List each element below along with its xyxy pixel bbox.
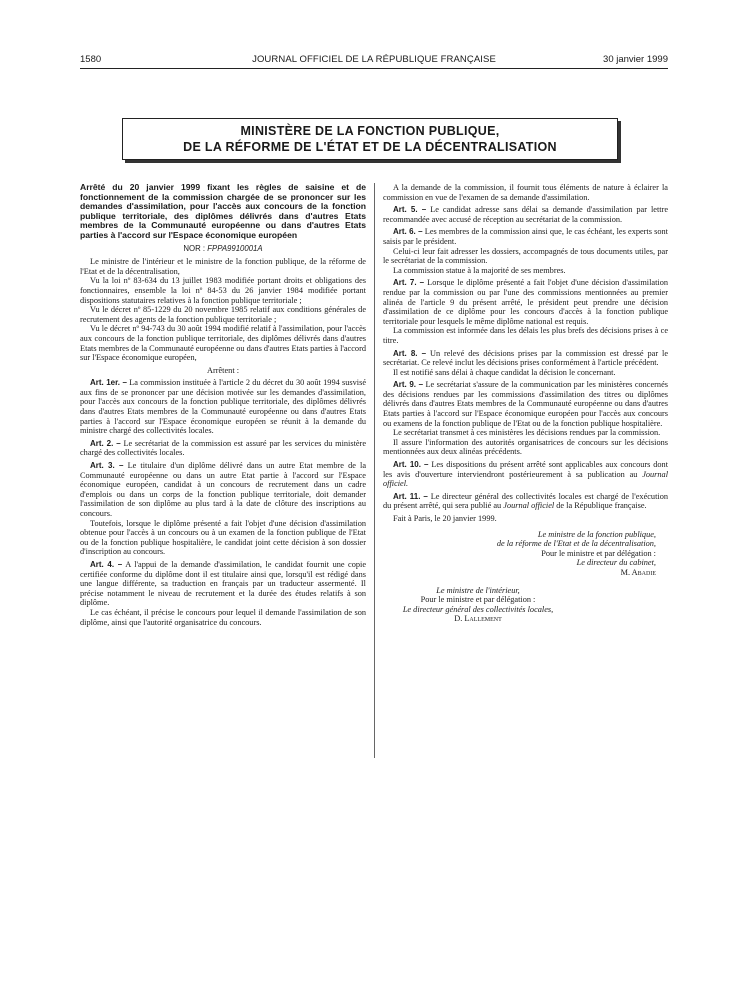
preamble-vu-3: Vu le décret nº 94-743 du 30 août 1994 modifié relatif à l'assimilation, pour l'accès aux concours de la fonction publique territoriale, des diplômes délivrés dans d'autres Etats membres de la Communauté européenne ou dans d'autres Etats parties à l'accord sur l'Espace économique européen,	[80, 324, 366, 363]
preamble-ministers: Le ministre de l'intérieur et le ministre de la fonction publique, de la réforme de l'Etat et de la décentralisation,	[80, 257, 366, 276]
preamble-vu-1: Vu la loi nº 83-634 du 13 juillet 1983 modifiée portant droits et obligations des fonctionnaires, ensemble la loi nº 84-53 du 26 janvier 1984 modifiée portant dispositions statutaires relatives à la fonction publique territoriale ;	[80, 276, 366, 305]
sig1-line1: Le ministre de la fonction publique,	[537, 529, 656, 539]
article-1-label: Art. 1er. –	[90, 378, 127, 388]
article-1-text: La commission instituée à l'article 2 du décret du 30 août 1994 susvisé aux fins de se prononcer par une décision motivée sur les demandes d'assimilation, pour l'accès aux concours de la fonction publique territoriale, des diplômes délivrés dans d'autres Etats membres de la Communauté européenne ou dans d'autres Etats parties à l'accord sur l'Espace économique européen se réunit à la demande du ministre chargé des collectivités locales.	[80, 378, 367, 436]
article-8-text: Un relevé des décisions prises par la commission est dressé par le secrétariat. Ce relevé inclut les décisions prises conformément à l'article précédent.	[383, 348, 669, 368]
article-9-paragraph-2: Le secrétariat transmet à ces ministères les décisions rendues par la commission.	[393, 428, 661, 438]
article-11	[383, 492, 668, 511]
sig1-role	[383, 558, 668, 568]
signature-block-interieur	[383, 586, 573, 624]
sig1-line4: Le directeur du cabinet,	[576, 558, 656, 568]
article-3-text: Le titulaire d'un diplôme délivré dans un autre Etat membre de la Communauté européenne ou dans un autre Etat partie à l'accord sur l'Espace économique européen, candidat à un concours de recrutement dans un cadre d'emplois ou dans un corps de la fonction publique territoriale, doit demander l'assimilation de son diplôme au plus tard à la date de clôture des inscriptions au concours.	[80, 461, 367, 518]
article-4-paragraph-3: A la demande de la commission, il fournit tous éléments de nature à éclairer la commission en vue de l'examen de sa demande d'assimilation.	[383, 183, 668, 202]
sig1-title	[383, 530, 668, 540]
article-3-paragraph-2: Toutefois, lorsque le diplôme présenté a fait l'objet d'une décision d'assimilation obtenue pour l'accès à un concours ou à un examen de la fonction publique de l'Etat ou de la fonction publique hospitalière, le candidat joint cette décision à son dossier d'inscription au concours.	[80, 518, 366, 557]
article-1	[80, 378, 366, 436]
article-3-label: Art. 3. –	[90, 461, 124, 471]
publication-date: 30 janvier 1999	[603, 54, 668, 65]
article-5-text: Le candidat adresse sans délai sa demande d'assimilation par lettre recommandée avec accusé de réception au secrétariat de la commission.	[383, 205, 669, 224]
sig2-line3: Le directeur général des collectivités locales,	[402, 604, 554, 614]
sig2-role	[383, 605, 573, 615]
article-7-label: Art. 7. –	[393, 278, 425, 288]
sig1-line2: de la réforme de l'Etat et de la décentralisation,	[496, 539, 656, 549]
article-9	[383, 380, 668, 428]
article-7	[383, 278, 668, 326]
article-8-label: Art. 8. –	[393, 348, 427, 358]
article-9-text: Le secrétariat s'assure de la communication par les ministères concernés des décisions rendues par les commissions d'assimilation des titres ou diplômes délivrés dans d'autres Etats membres de la Communauté européenne ou dans d'autres Etats parties à l'accord sur l'Espace économique européen pour l'accès aux concours ou examens de la fonction publique de l'Etat ou de la fonction publique hospitalière.	[383, 380, 668, 428]
article-5	[383, 205, 668, 224]
article-2	[80, 439, 366, 458]
article-7-paragraph-2: La commission est informée dans les délais les plus brefs des décisions prises à ce titre.	[383, 326, 668, 345]
article-2-text: Le secrétariat de la commission est assuré par les services du ministère chargé des collectivités locales.	[80, 438, 367, 458]
article-9-label: Art. 9. –	[393, 380, 424, 390]
article-6-paragraph-2: Celui-ci leur fait adresser les dossiers, accompagnés de tous documents utiles, par le secrétariat de la commission.	[383, 246, 668, 266]
article-6	[383, 227, 668, 246]
article-10-text: Les dispositions du présent arrêté sont applicables aux concours dont les avis d'ouverture interviendront postérieurement à sa publication au	[383, 460, 669, 479]
article-11-journal: Journal officiel	[503, 501, 555, 511]
nor-code: FPPA9910001A	[207, 243, 263, 253]
column-separator	[374, 183, 375, 758]
article-8-paragraph-2: Il est notifié sans délai à chaque candidat la décision le concernant.	[393, 367, 616, 377]
sig1-title-2	[383, 539, 668, 549]
article-8	[383, 349, 668, 368]
article-9-paragraph-3: Il assure l'information des autorités organisatrices de concours sur les décisions mentionnées aux deux alinéas précédents.	[383, 437, 668, 457]
sig2-title	[383, 586, 573, 596]
article-3	[80, 461, 366, 519]
preamble-vu-2: Vu le décret nº 85-1229 du 20 novembre 1985 relatif aux conditions générales de recrutement des agents de la fonction publique territoriale ;	[80, 305, 366, 324]
article-6-label: Art. 6. –	[393, 227, 423, 237]
nor-reference	[80, 244, 366, 254]
article-6-paragraph-3: La commission statue à la majorité de ses membres.	[393, 265, 566, 275]
nor-label: NOR :	[183, 243, 208, 253]
article-10	[383, 460, 668, 489]
ministry-heading-line1: MINISTÈRE DE LA FONCTION PUBLIQUE,	[240, 124, 500, 138]
ministry-heading-box	[122, 118, 618, 160]
article-2-label: Art. 2. –	[90, 438, 121, 448]
ministry-heading-line2: DE LA RÉFORME DE L'ÉTAT ET DE LA DÉCENTRALISATION	[183, 140, 557, 154]
arrete-title: Arrêté du 20 janvier 1999 fixant les règles de saisine et de fonctionnement de la commission chargée de se prononcer sur les demandes d'assimilation, pour l'accès aux concours de la fonction publique territoriale, des diplômes délivrés dans d'autres Etats membres de la Communauté européenne ou dans d'autres Etats parties à l'accord sur l'Espace économique européen	[80, 182, 366, 240]
page-number: 1580	[80, 54, 102, 65]
header-rule	[80, 68, 668, 69]
sig1-delegation: Pour le ministre et par délégation :	[541, 548, 656, 558]
signature-date: Fait à Paris, le 20 janvier 1999.	[393, 514, 497, 523]
right-column	[383, 183, 668, 624]
article-10-label: Art. 10. –	[393, 460, 429, 470]
article-11-text-end: de la République française.	[554, 501, 647, 511]
sig2-name: D. Lallement	[454, 614, 502, 624]
sig2-delegation: Pour le ministre et par délégation :	[420, 595, 536, 605]
article-4-paragraph-2: Le cas échéant, il précise le concours pour lequel il demande l'assimilation de son diplôme, ainsi que l'autorité organisatrice du concours.	[80, 607, 366, 627]
article-11-label: Art. 11. –	[393, 491, 428, 501]
sig2-line1: Le ministre de l'intérieur,	[436, 585, 520, 595]
article-6-text: Les membres de la commission ainsi que, le cas échéant, les experts sont saisis par le président.	[383, 227, 668, 246]
left-column	[80, 183, 366, 627]
signature-block-fonction-publique	[383, 530, 668, 578]
sig1-name: M. Abadie	[620, 567, 656, 577]
page-header	[80, 54, 668, 68]
article-10-journal: Journal officiel.	[383, 469, 668, 489]
article-4	[80, 560, 366, 608]
article-7-text: Lorsque le diplôme présenté a fait l'objet d'une décision d'assimilation rendue par la commission ou par l'une des commissions mentionnées au premier alinéa de l'article 9 du présent arrêté, le président peut prendre une décision d'assimilation de ce diplôme pour les concours d'accès à la fonction publique territoriale pour lesquels le même diplôme national est requis.	[383, 278, 669, 326]
journal-title: JOURNAL OFFICIEL DE LA RÉPUBLIQUE FRANÇAISE	[252, 54, 496, 65]
article-11-text: Le directeur général des collectivités locales est chargé de l'exécution du présent arrêté, qui sera publié au	[383, 491, 668, 511]
article-5-label: Art. 5. –	[393, 205, 427, 215]
article-4-label: Art. 4. –	[90, 559, 123, 569]
article-4-text: A l'appui de la demande d'assimilation, le candidat fournit une copie certifiée conforme du diplôme dont il est titulaire ainsi que, lorsqu'il est rédigé dans une langue différente, sa traduction en français par un traducteur assermenté. Il précise notamment le niveau de recrutement et la durée des études relatifs à son diplôme.	[80, 559, 366, 608]
arretent: Arrêtent :	[206, 365, 240, 375]
